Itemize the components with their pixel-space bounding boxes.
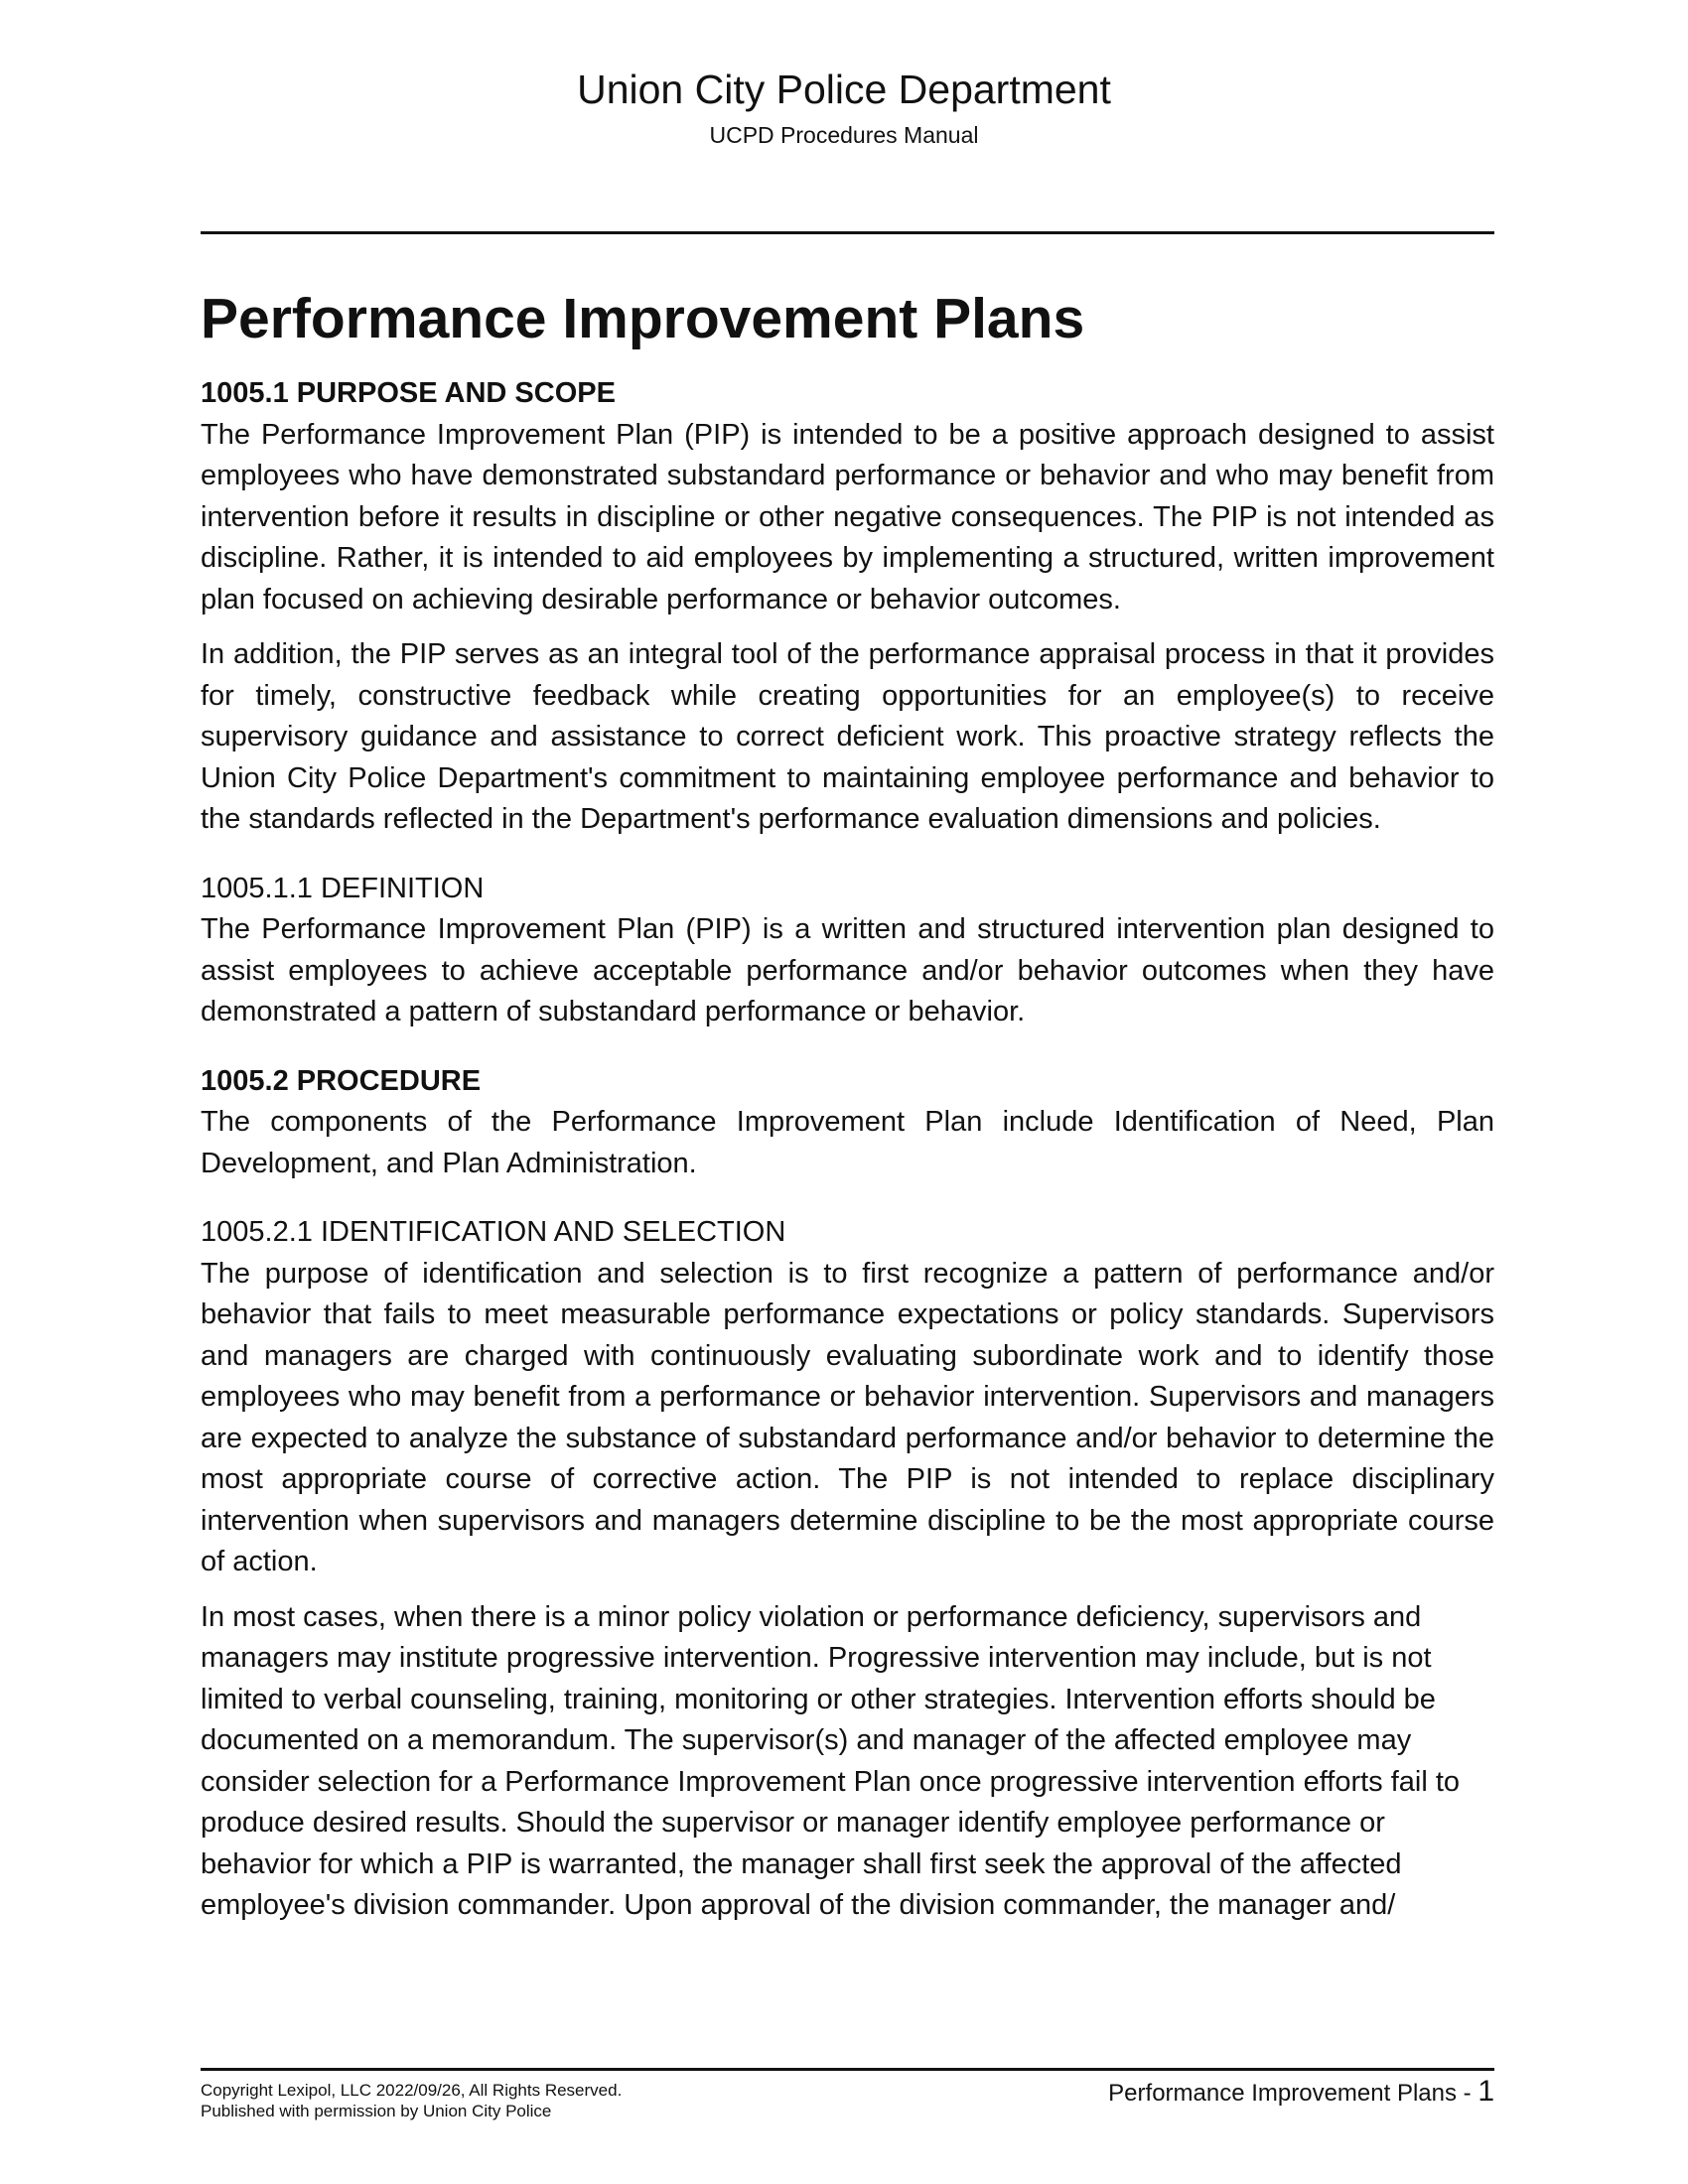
spacer (201, 1198, 1494, 1212)
document-body (201, 284, 1494, 1927)
procedure-paragraph: The components of the Performance Improvement Plan include Identification of Need, Plan Development, and Plan Administration. (201, 1106, 1494, 1179)
copyright-line: Copyright Lexipol, LLC 2022/09/26, All Rights Reserved. (201, 2081, 623, 2100)
permission-line: Published with permission by Union City Police (201, 2102, 552, 2120)
section-heading-purpose-scope: 1005.1 PURPOSE AND SCOPE (201, 377, 616, 409)
purpose-paragraph-1: The Performance Improvement Plan (PIP) is intended to be a positive approach designed to assist employees who have demonstrated substandard performance or behavior and who may benefit from intervention before it results in discipline or other negative consequences. The PIP is not intended as discipline. Rather, it is intended to aid employees by implementing a structured, written improvement plan focused on achieving desirable performance or behavior outcomes. (201, 418, 1494, 615)
subsection-heading-definition: 1005.1.1 DEFINITION (201, 872, 485, 904)
department-name: Union City Police Department (577, 67, 1111, 112)
spacer (201, 1047, 1494, 1061)
manual-name: UCPD Procedures Manual (709, 122, 979, 148)
definition-paragraph: The Performance Improvement Plan (PIP) is a written and structured intervention plan designed to assist employees to achieve acceptable performance and/or behavior outcomes when they have demonstrated a pattern of substandard performance or behavior. (201, 913, 1494, 1027)
section-heading-procedure: 1005.2 PROCEDURE (201, 1064, 482, 1097)
page-number: 1 (1477, 2075, 1494, 2108)
identification-paragraph-2: In most cases, when there is a minor policy violation or performance deficiency, supervisors and managers may institute progressive intervention. Progressive intervention may include, but is not limited to verbal counseling, training, monitoring or other strategies. Intervention efforts should be documented on a memorandum. The supervisor(s) and manager of the affected employee may consider selection for a Performance Improvement Plan once progressive intervention efforts fail to produce desired results. Should the supervisor or manager identify employee performance or behavior for which a PIP is warranted, the manager shall first seek the approval of the affected employee's division commander. Upon approval of the division commander, the manager and/ (201, 1600, 1461, 1921)
footer-page-label (1108, 2077, 1494, 2109)
page-title: Performance Improvement Plans (201, 287, 1085, 350)
footer-divider (201, 2068, 1494, 2071)
subsection-heading-identification: 1005.2.1 IDENTIFICATION AND SELECTION (201, 1216, 786, 1248)
spacer (201, 855, 1494, 869)
purpose-paragraph-2: In addition, the PIP serves as an integral tool of the performance appraisal process in that it provides for timely, constructive feedback while creating opportunities for an employee(s) to receive supervisory guidance and assistance to correct deficient work. This proactive strategy reflects the Union City Police Department's commitment to maintaining employee performance and behavior to the standards reflected in the Department's performance evaluation dimensions and policies. (201, 638, 1494, 835)
identification-paragraph-1: The purpose of identification and selection is to first recognize a pattern of performance and/or behavior that fails to meet measurable performance expectations or policy standards. Supervisors and managers are charged with continuously evaluating subordinate work and to identify those employees who may benefit from a performance or behavior intervention. Supervisors and managers are expected to analyze the substance of substandard performance and/or behavior to determine the most appropriate course of corrective action. The PIP is not intended to replace disciplinary intervention when supervisors and managers determine discipline to be the most appropriate course of action. (201, 1257, 1494, 1577)
header-divider (201, 231, 1494, 234)
page-label-text: Performance Improvement Plans - (1108, 2080, 1478, 2107)
footer-copyright (201, 2080, 622, 2121)
